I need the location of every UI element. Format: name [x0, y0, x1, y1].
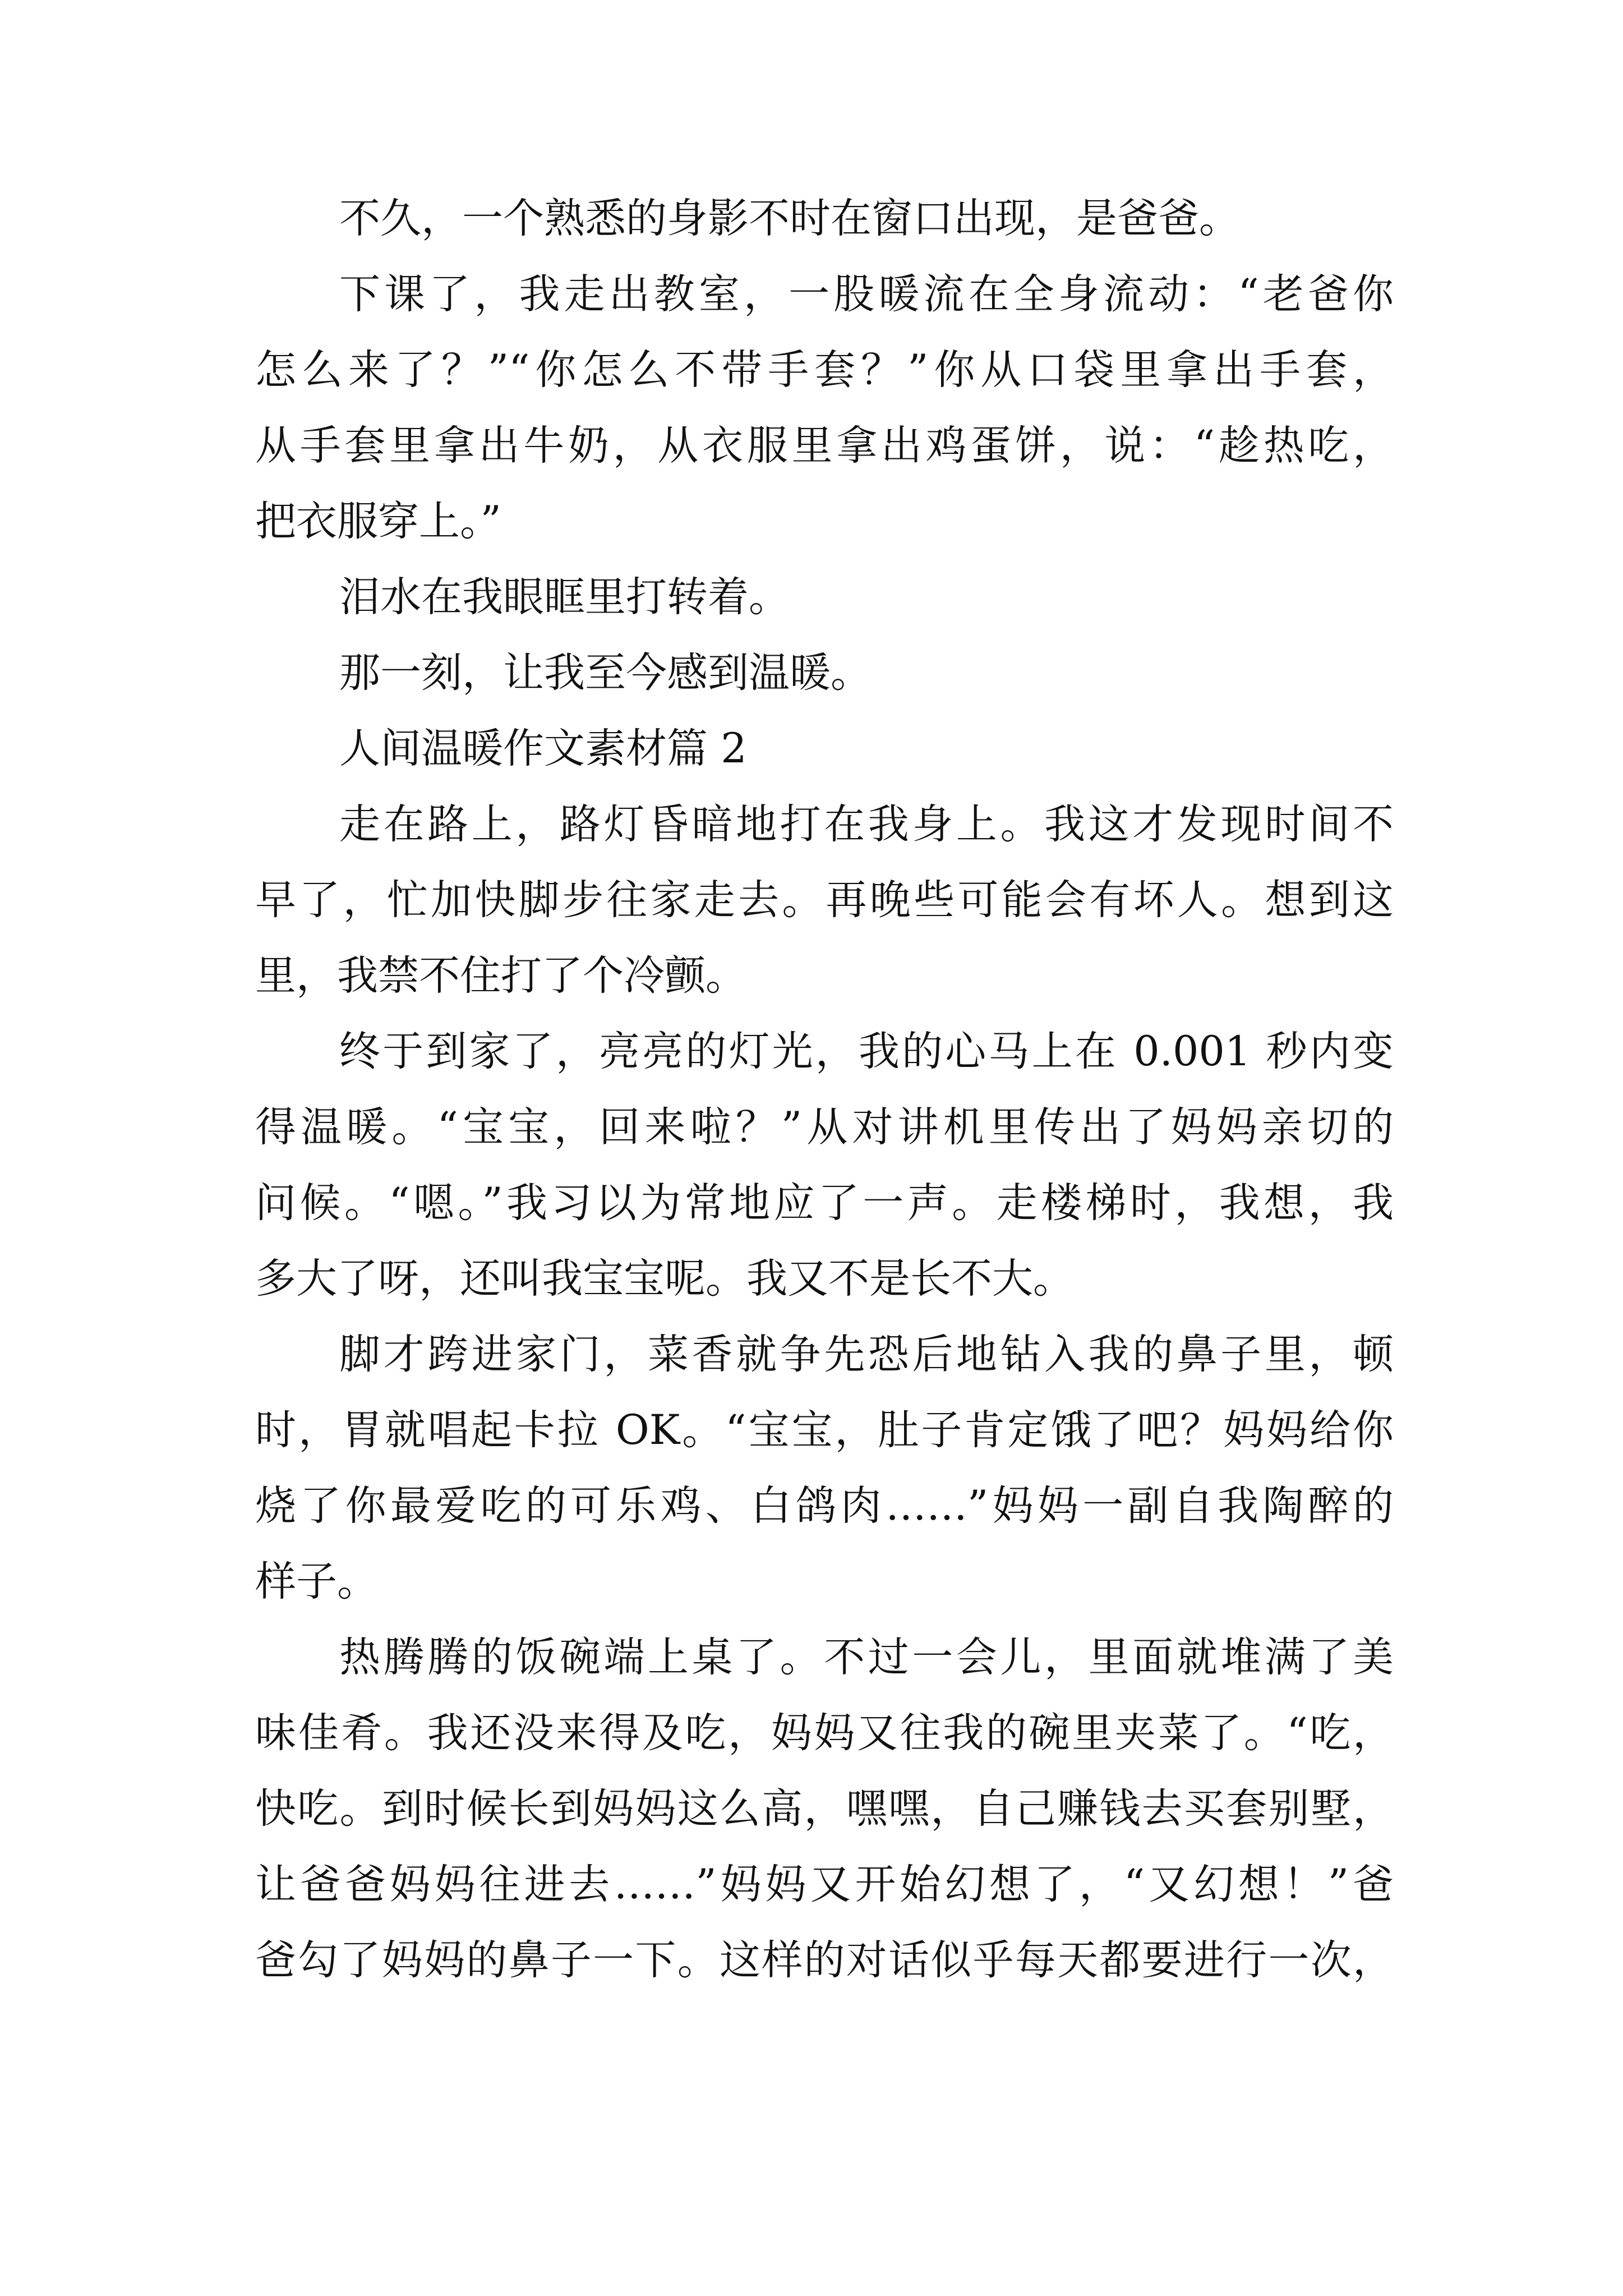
- text-line: 让爸爸妈妈往进去……”妈妈又开始幻想了，“又幻想！”爸: [255, 1861, 1394, 1908]
- text-line: 里，我禁不住打了个冷颤。: [255, 952, 746, 1000]
- text-line: 味佳肴。我还没来得及吃，妈妈又往我的碗里夹菜了。“吃，: [255, 1709, 1394, 1757]
- text-line: 终于到家了，亮亮的灯光，我的心马上在 0.001 秒内变: [339, 1028, 1394, 1075]
- text-line: 走在路上，路灯昏暗地打在我身上。我这才发现时间不: [339, 800, 1394, 848]
- text-line: 下课了，我走出教室，一股暖流在全身流动：“老爸你: [339, 270, 1394, 318]
- text-line: 早了，忙加快脚步往家走去。再晚些可能会有坏人。想到这: [255, 876, 1394, 924]
- text-line: 把衣服穿上。”: [255, 498, 501, 545]
- text-line: 脚才跨进家门，菜香就争先恐后地钻入我的鼻子里，顿: [339, 1331, 1394, 1378]
- text-line: 快吃。到时候长到妈妈这么高，嘿嘿，自己赚钱去买套别墅，: [255, 1785, 1394, 1833]
- text-line: 爸勾了妈妈的鼻子一下。这样的对话似乎每天都要进行一次，: [255, 1936, 1394, 1984]
- text-line: 不久，一个熟悉的身影不时在窗口出现，是爸爸。: [339, 195, 1240, 242]
- text-line: 泪水在我眼眶里打转着。: [339, 573, 790, 621]
- text-line: 得温暖。“宝宝，回来啦？”从对讲机里传出了妈妈亲切的: [255, 1103, 1394, 1151]
- text-line: 样子。: [255, 1558, 378, 1605]
- section-heading: 人间温暖作文素材篇 2: [339, 725, 747, 772]
- text-line: 烧了你最爱吃的可乐鸡、白鸽肉……”妈妈一副自我陶醉的: [255, 1482, 1394, 1530]
- text-line: 多大了呀，还叫我宝宝呢。我又不是长不大。: [255, 1255, 1074, 1303]
- text-line: 热腾腾的饭碗端上桌了。不过一会儿，里面就堆满了美: [339, 1634, 1394, 1681]
- text-line: 怎么来了？”“你怎么不带手套？”你从口袋里拿出手套，: [255, 346, 1394, 394]
- text-line: 问候。“嗯。”我习以为常地应了一声。走楼梯时，我想，我: [255, 1179, 1394, 1227]
- text-line: 时，胃就唱起卡拉 OK。“宝宝，肚子肯定饿了吧？妈妈给你: [255, 1406, 1394, 1454]
- text-line: 从手套里拿出牛奶，从衣服里拿出鸡蛋饼，说：“趁热吃，: [255, 422, 1394, 470]
- text-line: 那一刻，让我至今感到温暖。: [339, 649, 872, 697]
